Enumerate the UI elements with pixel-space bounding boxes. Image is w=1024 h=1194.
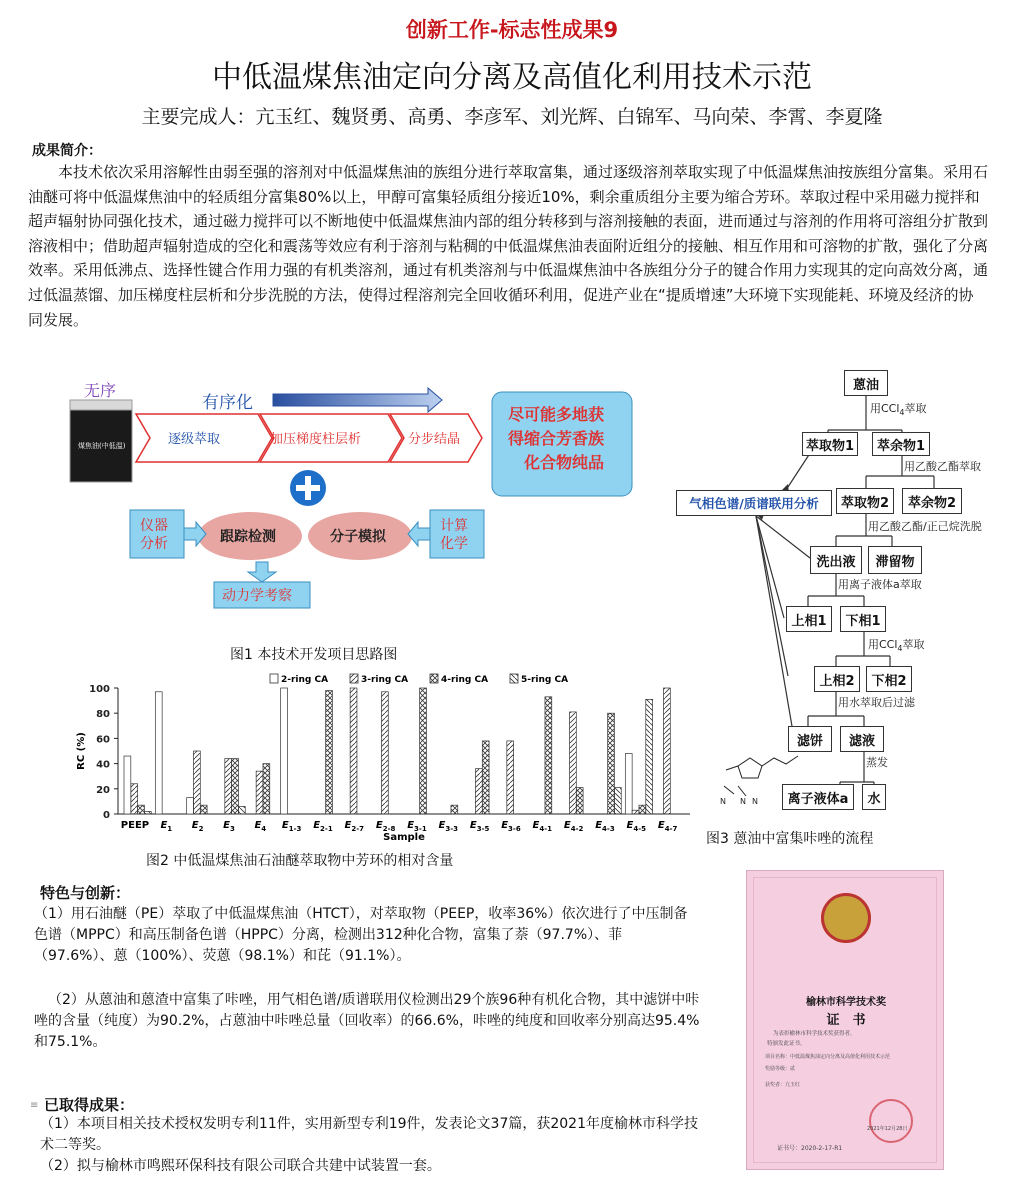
figure-2 xyxy=(70,668,700,848)
x-tick-label: $E_{1-3}$ xyxy=(281,820,302,833)
x-tick-label: $E_{4-7}$ xyxy=(657,820,678,833)
bar-4-ring-ca xyxy=(608,713,615,814)
figure-1 xyxy=(68,376,658,616)
x-tick-label: $E_{2-7}$ xyxy=(344,820,365,833)
achievements-p1: （1）本项目相关技术授权发明专利11件，实用新型专利19件，发表论文37篇，获2021年度榆林市科学技术二等奖。 xyxy=(40,1116,698,1153)
jar-label: 煤焦油(中低温) xyxy=(78,442,126,450)
certificate-line1: 为表彰榆林市科学技术奖获得者， xyxy=(773,1031,856,1037)
node-ionic-liquid: 离子液体a xyxy=(782,784,854,810)
x-tick-label: $E_{2-8}$ xyxy=(375,820,396,833)
y-tick-label: 100 xyxy=(89,684,110,695)
label-elution: 用乙酸乙酯/正己烷洗脱 xyxy=(868,520,982,533)
legend-label: 5-ring CA xyxy=(521,675,569,685)
ellipse-left-label: 跟踪检测 xyxy=(220,529,276,545)
node-water: 水 xyxy=(862,784,886,810)
bar-4-ring-ca xyxy=(482,741,489,814)
achievements-heading: 已取得成果： xyxy=(44,1096,135,1114)
node-filtrate: 滤液 xyxy=(840,726,884,752)
certificate-number: 证书号：2020-2-17-R1 xyxy=(777,1145,843,1152)
figure-3-caption: 图3 蒽油中富集咔唑的流程 xyxy=(706,831,874,847)
x-tick-label: PEEP xyxy=(120,820,150,831)
bar-4-ring-ca xyxy=(576,788,583,814)
bar-3-ring-ca xyxy=(507,741,514,814)
bar-2-ring-ca xyxy=(155,692,162,814)
y-tick-label: 40 xyxy=(96,759,110,771)
figure-3 xyxy=(676,366,994,816)
bar-5-ring-ca xyxy=(614,788,621,814)
node-filter-cake: 滤饼 xyxy=(788,726,832,752)
step-1-label: 逐级萃取 xyxy=(168,432,221,447)
authors: 主要完成人：亢玉红、魏贤勇、高勇、李彦军、刘光辉、白锦军、马向荣、李霄、李夏隆 xyxy=(141,106,883,128)
bar-3-ring-ca xyxy=(632,810,639,814)
order-arrow xyxy=(273,388,442,412)
bar-5-ring-ca xyxy=(646,699,653,814)
bar-4-ring-ca xyxy=(232,759,239,814)
x-tick-label: $E_2$ xyxy=(191,820,204,833)
bar-4-ring-ca xyxy=(420,688,427,814)
label-ethyl-acetate: 用乙酸乙酯萃取 xyxy=(904,460,981,473)
national-emblem-icon xyxy=(821,893,871,943)
certificate-level: 奖励等级：贰 xyxy=(765,1066,796,1072)
node-anthracene-oil: 蒽油 xyxy=(844,370,888,396)
bar-5-ring-ca xyxy=(238,806,245,814)
certificate-winner: 获奖者：亢玉红 xyxy=(765,1082,801,1088)
x-tick-label: $E_4$ xyxy=(254,820,267,833)
certificate-project: 项目名称：中低温煤焦油定向分离及高值化利用技术示范 xyxy=(765,1054,891,1060)
label-evaporate: 蒸发 xyxy=(866,756,888,769)
x-tick-label: $E_{4-3}$ xyxy=(595,820,615,833)
y-tick-label: 80 xyxy=(96,709,110,721)
legend-label: 2-ring CA xyxy=(281,675,329,685)
x-tick-label: $E_{2-1}$ xyxy=(313,820,333,833)
step-3-label: 分步结晶 xyxy=(408,432,461,447)
node-extract-2: 萃取物2 xyxy=(836,488,894,514)
node-upper-phase-1: 上相1 xyxy=(786,606,832,632)
bar-3-ring-ca xyxy=(381,692,388,814)
legend-label: 3-ring CA xyxy=(361,675,409,685)
x-tick-label: $E_{3-3}$ xyxy=(438,820,459,833)
x-tick-label: $E_{3-5}$ xyxy=(469,820,490,833)
bar-5-ring-ca xyxy=(144,811,151,814)
category-title: 创新工作-标志性成果9 xyxy=(405,18,619,42)
figure-1-caption: 图1 本技术开发项目思路图 xyxy=(230,647,398,663)
node-raffinate-1: 萃余物1 xyxy=(872,432,930,456)
label-ccl4-extract-1: 用CCl$_4$萃取 xyxy=(870,402,927,418)
bottom-box-label: 动力学考察 xyxy=(222,588,292,604)
bar-3-ring-ca xyxy=(475,769,482,814)
node-upper-phase-2: 上相2 xyxy=(814,666,860,692)
bar-3-ring-ca xyxy=(350,688,357,814)
node-extract-1: 萃取物1 xyxy=(802,432,858,456)
figure-2-chart xyxy=(70,668,700,848)
bar-3-ring-ca xyxy=(225,759,232,814)
step-2-label: 加压梯度柱层析 xyxy=(270,432,362,447)
y-tick-label: 20 xyxy=(96,784,110,796)
intro-heading: 成果简介： xyxy=(32,143,102,159)
figure-1-diagram xyxy=(68,376,658,616)
bar-3-ring-ca xyxy=(569,712,576,814)
figure-2-caption: 图2 中低温煤焦油石油醚萃取物中芳环的相对含量 xyxy=(146,853,454,869)
bar-4-ring-ca xyxy=(138,805,145,814)
y-tick-label: 60 xyxy=(96,734,110,746)
node-lower-phase-1: 下相1 xyxy=(840,606,886,632)
legend-swatch xyxy=(350,674,358,683)
bar-4-ring-ca xyxy=(263,764,270,814)
official-seal-icon xyxy=(869,1099,913,1143)
features-p1: （1）用石油醚（PE）萃取了中低温煤焦油（HTCT），对萃取物（PEEP，收率36%）依次进行了中压制备色谱（MPPC）和高压制备色谱（HPPC）分离，检测出312种化合物，富集了萘（97.7%）、菲（97.6%）、蒽（100%）、荧蒽（98.1%）和芘（91.1%）。 xyxy=(34,906,688,964)
bar-2-ring-ca xyxy=(625,754,632,814)
bar-3-ring-ca xyxy=(193,751,200,814)
bar-2-ring-ca xyxy=(187,798,194,814)
label-disorder: 无序 xyxy=(84,381,117,400)
x-tick-label: $E_1$ xyxy=(160,820,173,833)
bar-4-ring-ca xyxy=(326,691,333,814)
x-tick-label: $E_{4-1}$ xyxy=(532,820,553,833)
page-title: 中低温煤焦油定向分离及高值化利用技术示范 xyxy=(212,60,812,95)
bar-4-ring-ca xyxy=(451,805,458,814)
node-gcms: 气相色谱/质谱联用分析 xyxy=(676,490,832,516)
x-tick-label: $E_3$ xyxy=(223,820,235,833)
bar-3-ring-ca xyxy=(663,688,670,814)
features-p2: （2）从蒽油和蒽渣中富集了咔唑，用气相色谱/质谱联用仪检测出29个族96种有机化合物，其中滤饼中咔唑的含量（纯度）为90.2%，占蒽油中咔唑总量（回收率）的66.6%，咔唑的纯度和回收率分别高达95.4%和75.1%。 xyxy=(34,992,700,1050)
node-retentate: 滞留物 xyxy=(868,546,922,574)
bar-4-ring-ca xyxy=(639,805,646,814)
node-lower-phase-2: 下相2 xyxy=(866,666,912,692)
bar-4-ring-ca xyxy=(545,697,552,814)
achievements-p2: （2）拟与榆林市鸣熙环保科技有限公司联合共建中试装置一套。 xyxy=(40,1158,441,1174)
svg-text:N: N xyxy=(720,797,726,806)
node-eluate: 洗出液 xyxy=(810,546,862,574)
certificate-title: 证 书 xyxy=(826,1013,866,1028)
svg-text:N: N xyxy=(752,797,758,806)
bar-3-ring-ca xyxy=(131,784,138,814)
left-box-label: 仪器分析 xyxy=(140,518,168,552)
x-tick-label: $E_{4-2}$ xyxy=(563,820,584,833)
node-raffinate-2: 萃余物2 xyxy=(902,488,962,514)
x-tick-label: $E_{4-5}$ xyxy=(626,820,647,833)
x-tick-label: $E_{3-1}$ xyxy=(407,820,427,833)
bullet-marker: ≡ xyxy=(30,1100,39,1111)
certificate-line2: 特颁发此证书。 xyxy=(767,1041,806,1047)
certificate xyxy=(746,870,944,1170)
y-axis-label: RC (%) xyxy=(76,732,87,770)
bar-2-ring-ca xyxy=(281,688,288,814)
label-ccl4-extract-2: 用CCl$_4$萃取 xyxy=(868,638,925,654)
legend-swatch xyxy=(510,674,518,683)
certificate-org: 榆林市科学技术奖 xyxy=(806,997,886,1008)
certificate-date: 2021年12月28日 xyxy=(867,1126,908,1132)
bar-4-ring-ca xyxy=(200,805,207,814)
label-order: 有序化 xyxy=(202,393,253,413)
x-tick-label: $E_{3-6}$ xyxy=(501,820,521,833)
y-tick-label: 0 xyxy=(103,810,110,821)
ellipse-right-label: 分子模拟 xyxy=(330,529,386,545)
svg-text:N: N xyxy=(740,797,746,806)
legend-swatch xyxy=(270,674,278,683)
legend-label: 4-ring CA xyxy=(441,675,489,685)
x-axis-label: Sample xyxy=(383,832,425,843)
label-water-filter: 用水萃取后过滤 xyxy=(838,696,915,709)
legend-swatch xyxy=(430,674,438,683)
intro-text: 本技术依次采用溶解性由弱至强的溶剂对中低温煤焦油的族组分进行萃取富集，通过逐级溶剂萃取实现了中低温煤焦油按族组分富集。采用石油醚可将中低温煤焦油中的轻质组分富集80%以上，甲醇可富集轻质组分接近10%，剩余重质组分主要为缩合芳环。萃取过程中采用磁力搅拌和超声辐射协同强化技术，通过磁力搅拌可以不断地使中低温煤焦油内部的组分转移到与溶剂接触的表面，进而通过与溶剂的作用将可溶组分扩散到溶液相中；借助超声辐射造成的空化和震荡等效应有利于溶剂与粘稠的中低温煤焦油表面附近组分的接触、相互作用和可溶物的扩散，强化了分离效率。采用低沸点、选择性键合作用力强的有机类溶剂，通过有机类溶剂与中低温煤焦油中各族组分分子的键合作用力实现其的定向高效分离，通过低温蒸馏、加压梯度柱层析和分步洗脱的方法，使得过程溶剂完全回收循环利用，促进产业在“提质增速”大环境下实现能耗、环境及经济的协同发展。 xyxy=(28,163,988,329)
bar-2-ring-ca xyxy=(124,756,131,814)
label-ionic-liquid-extract: 用离子液体a萃取 xyxy=(838,578,922,591)
right-box-label: 计算化学 xyxy=(440,518,468,552)
bar-3-ring-ca xyxy=(256,771,263,814)
features-heading: 特色与创新： xyxy=(40,884,131,902)
result-text: 尽可能多地获 得缩合芳香族 化合物纯品 xyxy=(508,405,605,472)
